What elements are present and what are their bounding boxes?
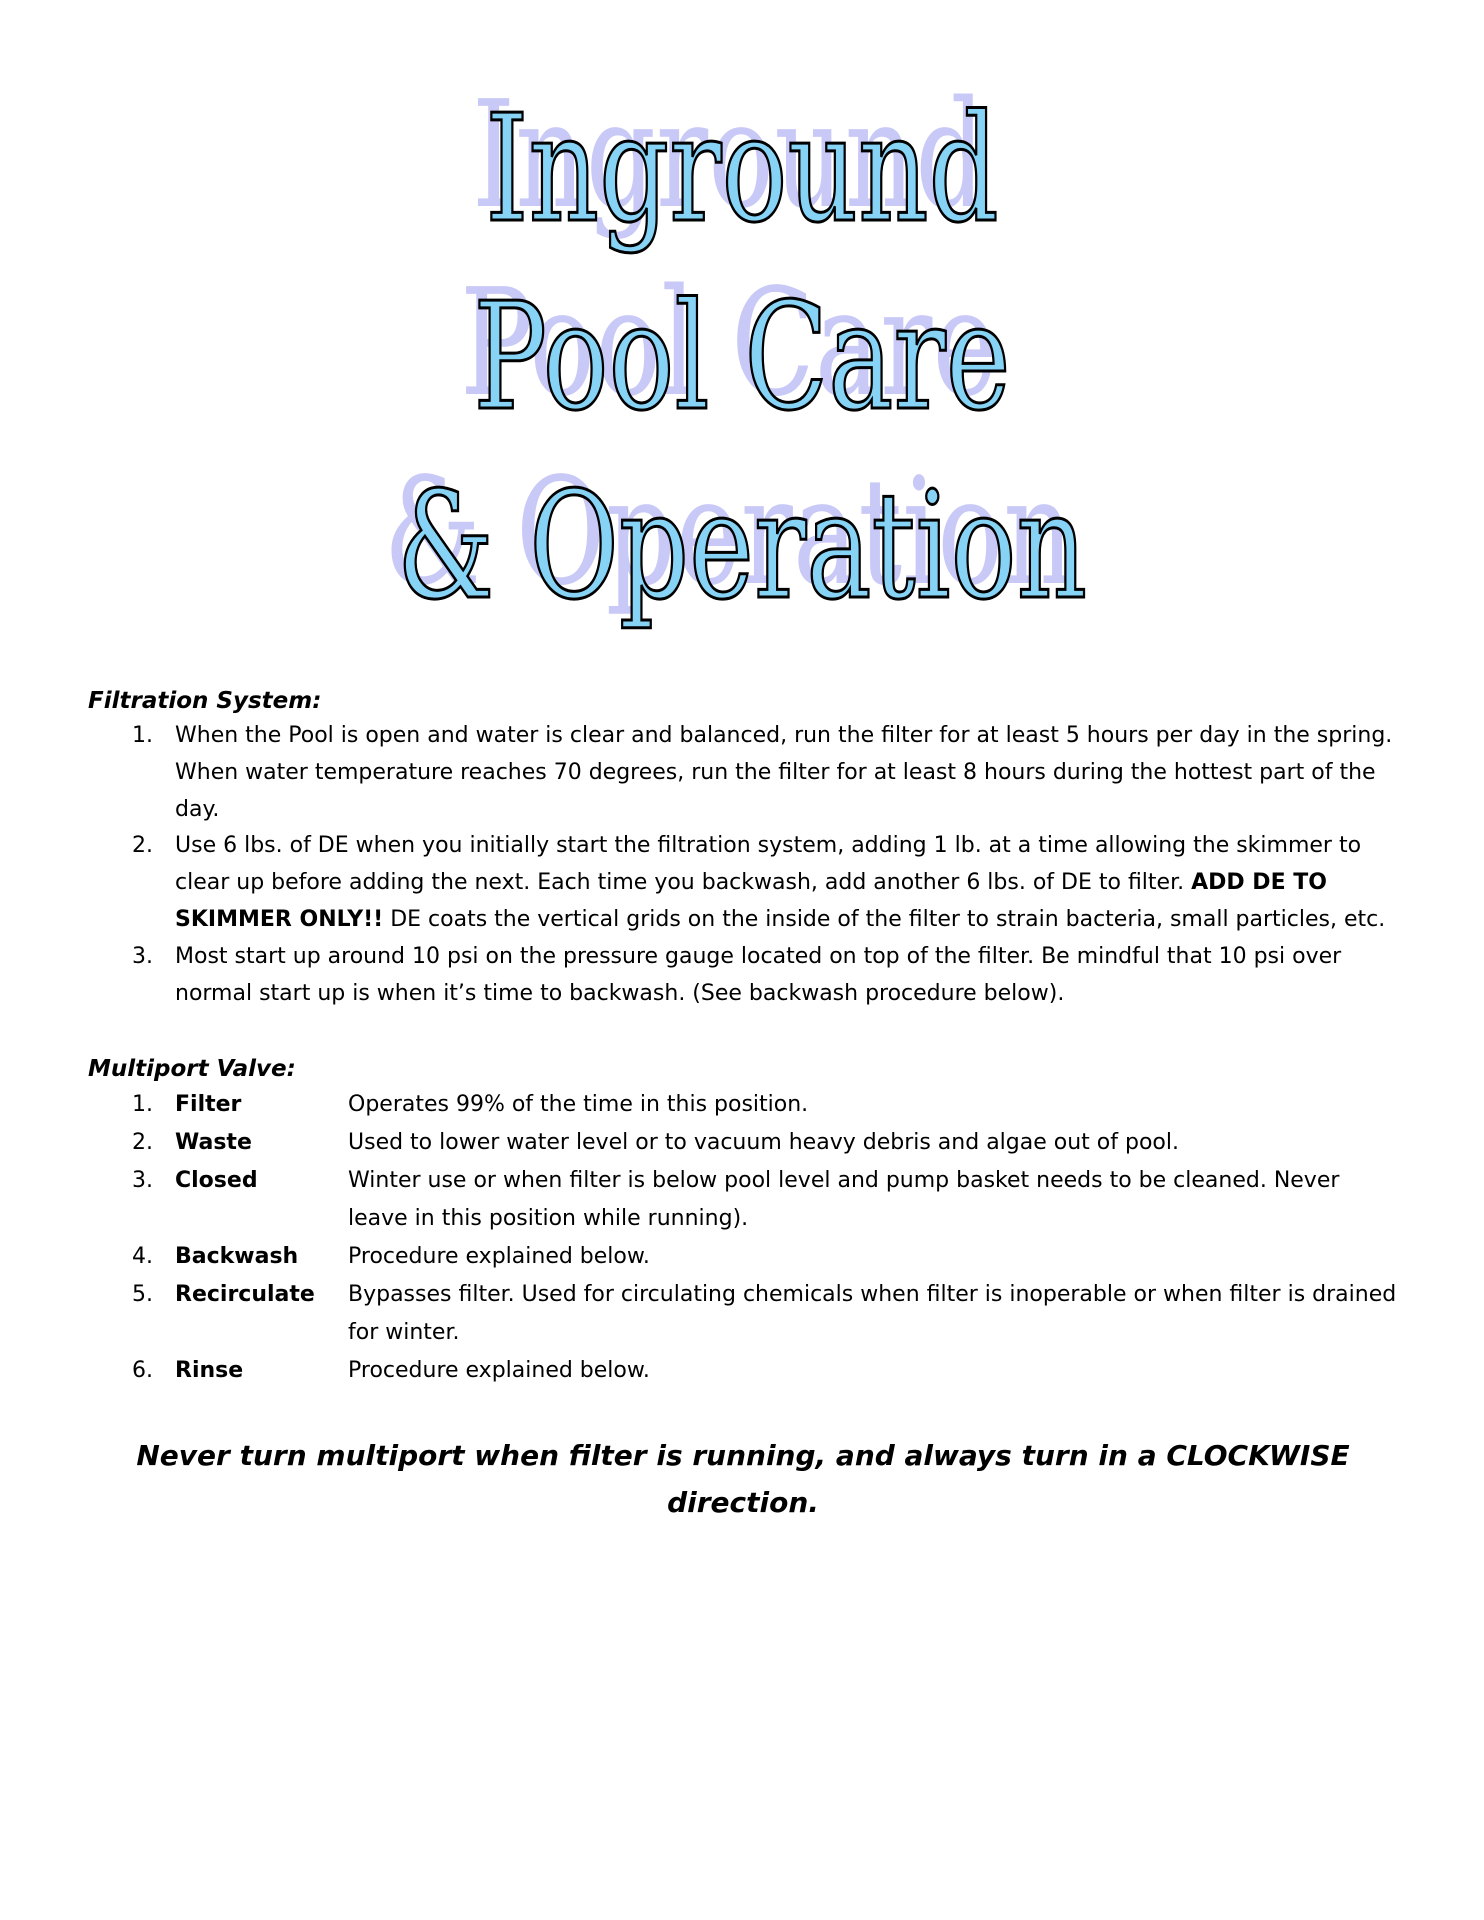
multiport-item [132, 1086, 1398, 1124]
item-emphasis: ADD DE TO SKIMMER ONLY!! [175, 870, 1327, 932]
item-term: Waste [175, 1130, 252, 1156]
item-number: 2. [132, 1130, 153, 1156]
title-text: Inground [485, 83, 999, 255]
filtration-section [88, 684, 1398, 1012]
title-line-2 [0, 271, 1484, 483]
item-desc: Winter use or when filter is below pool level and pump basket needs to be cleaned. Never leave in this position while running). [348, 1168, 1340, 1232]
title-text: & Operation [396, 460, 1088, 632]
item-number: 4. [132, 1244, 153, 1270]
document-body [88, 684, 1398, 1526]
item-number: 5. [132, 1282, 153, 1308]
item-number: 1. [132, 723, 153, 748]
multiport-heading: Multiport Valve: [88, 1056, 296, 1083]
item-desc: Bypasses filter. Used for circulating chemicals when filter is inoperable or when filter is drained for winter. [348, 1282, 1397, 1346]
multiport-item [132, 1276, 1398, 1352]
filtration-item [132, 828, 1398, 938]
item-number: 2. [132, 833, 153, 859]
item-term: Closed [175, 1168, 258, 1194]
item-text: When the Pool is open and water is clear and balanced, run the filter for at least 5 hours per day in the spring. When water temperature reaches 70 degrees, run the filter for at least 8 hours during the hottest part of the day. [175, 723, 1393, 822]
item-text [175, 828, 1398, 938]
item-term: Backwash [175, 1244, 299, 1270]
item-desc: Procedure explained below. [348, 1244, 650, 1270]
item-desc: Operates 99% of the time in this position. [348, 1092, 809, 1118]
item-term: Rinse [175, 1358, 244, 1384]
item-desc: Used to lower water level or to vacuum heavy debris and algae out of pool. [348, 1130, 1179, 1156]
filtration-item [132, 718, 1398, 828]
item-term: Recirculate [175, 1282, 315, 1308]
multiport-item [132, 1124, 1398, 1162]
filtration-item [132, 939, 1398, 1013]
item-desc: Procedure explained below. [348, 1358, 650, 1384]
item-number: 6. [132, 1358, 153, 1384]
item-number: 3. [132, 1168, 153, 1194]
item-text-part: DE coats the vertical grids on the inside of the filter to strain bacteria, small particles, etc. [383, 906, 1386, 932]
title-text: Pool Care [473, 271, 1011, 443]
filtration-heading: Filtration System: [88, 688, 322, 714]
item-number: 1. [132, 1092, 153, 1118]
title-line-1 [0, 83, 1484, 295]
title-line-3 [0, 460, 1484, 672]
item-term: Filter [175, 1092, 242, 1118]
warning-note: Never turn multiport when filter is running, and always turn in a CLOCKWISE direction. [136, 1439, 1350, 1520]
multiport-item [132, 1162, 1398, 1238]
item-text: Most start up around 10 psi on the pressure gauge located on top of the filter. Be mindful that 10 psi over normal start up is when it’s time to backwash. (See backwash procedure below). [175, 943, 1342, 1006]
item-text-part: Use 6 lbs. of DE when you initially start the filtration system, adding 1 lb. at a time allowing the skimmer to clear up before adding the next. Each time you backwash, add another 6 lbs. of DE to filter. [175, 833, 1362, 896]
multiport-item [132, 1352, 1398, 1390]
multiport-item [132, 1238, 1398, 1276]
item-number: 3. [132, 943, 153, 969]
multiport-section [88, 1052, 1398, 1390]
